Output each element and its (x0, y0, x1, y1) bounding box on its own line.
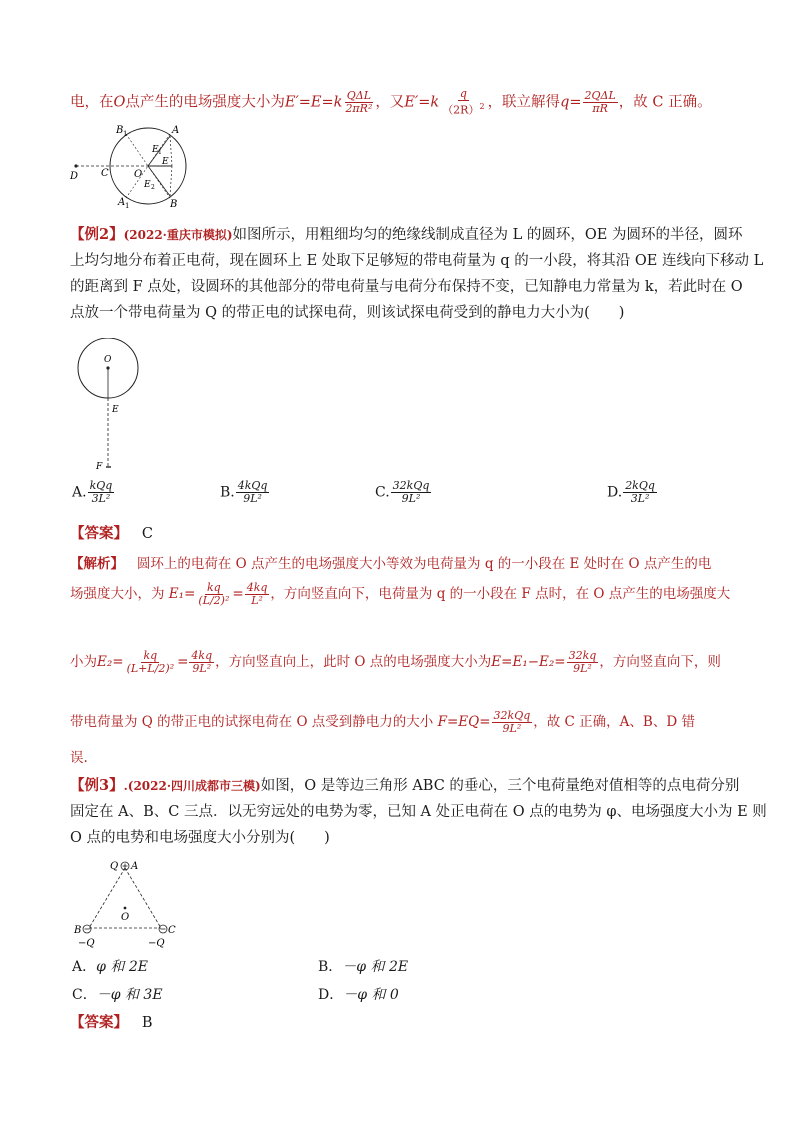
analysis-line1: 【解析】 圆环上的电荷在 O 点产生的电场强度大小等效为电荷量为 q 的一小段在 E 处时在 O 点产生的电 (70, 556, 712, 572)
example2-line1: 【例2】(2022·重庆市模拟)如图所示，用粗细均匀的绝缘线制成直径为 L 的圆环，OE 为圆环的半径，圆环 (70, 226, 743, 243)
example2-answer: 【答案】 C (70, 525, 153, 542)
fig1-label-o: O (134, 169, 143, 180)
figure-ring-segment (70, 338, 150, 474)
fig1-label-a1-sub: 1 (125, 202, 130, 208)
ex3-choice-c: C．－φ 和 3E (72, 987, 163, 1003)
analysis-line2: 场强度大小，为 E₁= $\frac{kq}{\text{(L/2)²}}$ = $\frac{4kq}{\text{L²}}$ ，方向竖直向下，电荷量为 q 的一小段在 F 点时，在 O 点产生的电场强度大 (70, 581, 731, 607)
example2-tag: 【例2】 (70, 226, 124, 243)
fig2-label-o: O (104, 355, 112, 365)
fig1-label-e: E (162, 157, 169, 167)
fig1-label-b-bottom: B (170, 199, 178, 208)
choice-b: B. $\frac{\text{4kQq}}{\text{9L²}}$ (220, 479, 268, 505)
fig2-label-f: F (96, 462, 103, 472)
figure-triangle-charges (72, 856, 182, 948)
fig1-label-a1: A (118, 197, 126, 208)
point-d (74, 164, 77, 167)
example3-tag: 【例3】 (70, 777, 124, 794)
example2-source: (2022·重庆市模拟) (123, 228, 233, 242)
example2-line3: 的距离到 F 点处，设圆环的其他部分的带电荷量与电荷分布保持不变，已知静电力常量为 k，若此时在 O (70, 279, 743, 295)
ex3-choice-a: A．φ 和 2E (72, 959, 148, 975)
example3-source: .(2022·四川成都市三模) (123, 779, 261, 793)
parallelogram-edge1 (170, 136, 172, 166)
fig1-label-e1-sub: 1 (158, 149, 162, 156)
fig3-label-c: C (168, 925, 176, 936)
fig3-label-a: A (131, 861, 139, 872)
fig1-label-d: D (70, 171, 79, 182)
fig3-label-o: O (121, 912, 130, 923)
example3-line2: 固定在 A、B、C 三点．以无穷远处的电势为零，已知 A 处正电荷在 O 点的电势为 φ、电场强度大小为 E 则 (70, 804, 767, 820)
fig1-label-e1: E (152, 145, 159, 155)
fig1-label-a: A (172, 125, 180, 136)
edge-ac (125, 868, 161, 928)
ex3-choice-d: D．－φ 和 0 (318, 987, 399, 1003)
example3-answer: 【答案】 B (70, 1014, 153, 1031)
example2-line4: 点放一个带电荷量为 Q 的带正电的试探电荷，则该试探电荷受到的静电力大小为( ) (70, 305, 625, 321)
choice-a: A. $\frac{\text{kQq}}{\text{3L²}}$ (72, 479, 113, 505)
fig2-label-e: E (112, 405, 119, 415)
fig1-label-e2-sub: 2 (151, 184, 155, 191)
example2-line2: 上均匀地分布着正电荷，现在圆环上 E 处取下足够短的带电荷量为 q 的一小段，将其沿 OE 连线向下移动 L (70, 253, 764, 269)
parallelogram-edge2 (170, 166, 172, 196)
solution-continuation: 电，在O点产生的电场强度大小为E′=E=k $\frac{\text{QΔL}}{\text{2πR²}}$ ，又E′=k $\frac{q}{(2R)^2}$ ，联立解得q= $\frac{\text{2QΔL}}{\pi R}$ ，故 C 正确。 (70, 87, 712, 117)
fig1-label-b-sub: 1 (123, 130, 128, 138)
fig1-label-e2: E (144, 180, 151, 190)
example3-line1: 【例3】.(2022·四川成都市三模)如图，O 是等边三角形 ABC 的垂心，三个电荷量绝对值相等的点电荷分别 (70, 777, 740, 794)
analysis-line4: 带电荷量为 Q 的带正电的试探电荷在 O 点受到静电力的大小 F=EQ= $\frac{\text{32kQq}}{\text{9L²}}$ ，故 C 正确，A、B、D 错 (70, 709, 695, 735)
fig1-label-c: C (101, 168, 109, 179)
analysis-line3: 小为E₂= $\frac{kq}{\text{(L+L/2)²}}$ = $\frac{4kq}{\text{9L²}}$ ，方向竖直向上，此时 O 点的电场强度大小为E=E₁−E₂= $\frac{32kq}{\text{9L²}}$ ，方向竖直向下，则 (70, 649, 721, 675)
fig3-label-neg-q-c: −Q (148, 938, 165, 948)
choice-c: C. $\frac{\text{32kQq}}{\text{9L²}}$ (375, 479, 430, 505)
fig3-label-q: Q (110, 861, 119, 872)
analysis-line5: 误. (70, 750, 88, 766)
fig3-label-neg-q-b: −Q (78, 938, 95, 948)
point-o (124, 907, 127, 910)
example3-line3: O 点的电势和电场强度大小分别为( ) (70, 830, 330, 846)
figure-ring-field (68, 122, 218, 208)
choice-d: D. $\frac{\text{2kQq}}{\text{3L²}}$ (607, 479, 655, 505)
fig1-label-b: B (116, 125, 124, 136)
edge-ab (89, 868, 125, 928)
ex3-choice-b: B．－φ 和 2E (318, 959, 409, 975)
fig3-label-b: B (74, 925, 82, 936)
